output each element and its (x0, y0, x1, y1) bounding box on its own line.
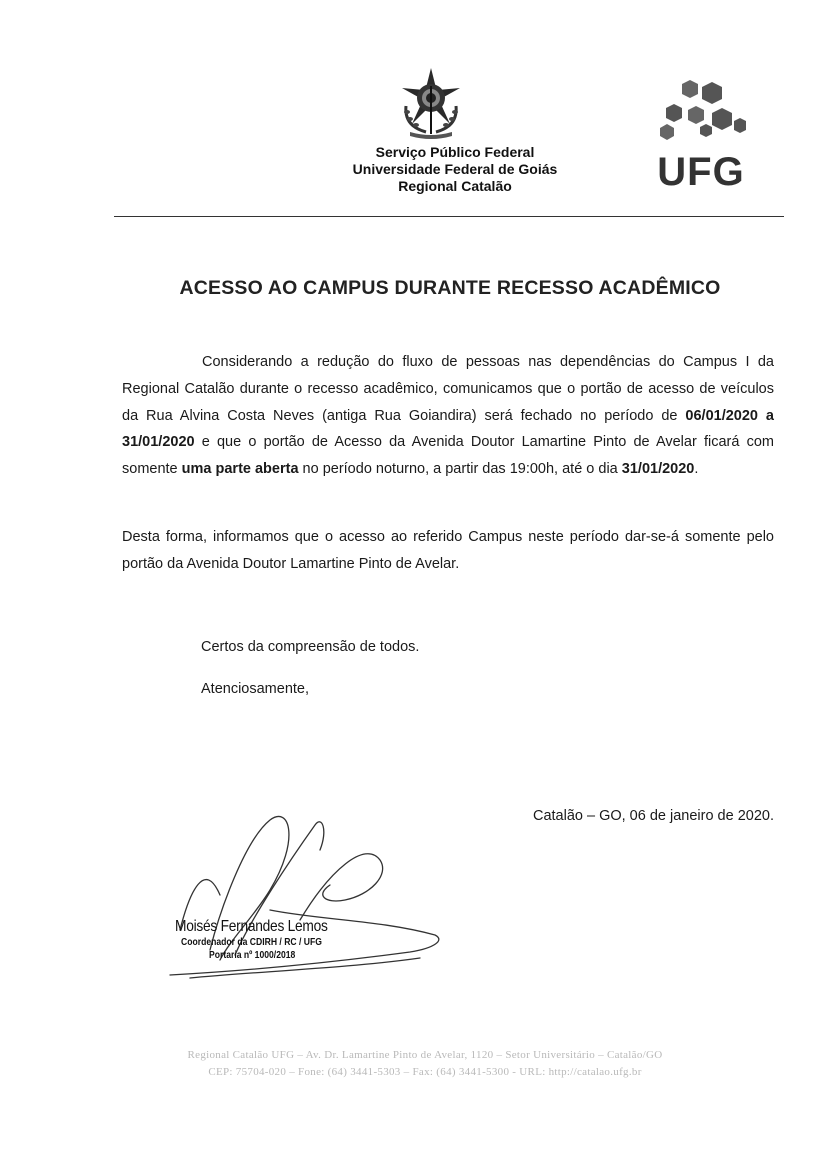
footer-contact: CEP: 75704-020 – Fone: (64) 3441-5303 – Fax: (64) 3441-5300 - URL: http://catalao.ufg.br (208, 1066, 642, 1078)
p1-bold-partial: uma parte aberta (181, 461, 299, 478)
header-line-university: Universidade Federal de Goiás (352, 161, 558, 177)
p1-bold-enddate: 31/01/2020 (621, 461, 695, 478)
p1-bold-period: 06/01/2020 a 31/01/2020 (122, 407, 774, 451)
header-line-regional: Regional Catalão (398, 178, 512, 194)
header-divider (114, 216, 784, 217)
signature-stamp (175, 918, 375, 962)
paragraph-1 (122, 349, 774, 483)
signatory-portaria: Portaria nº 1000/2018 (209, 950, 296, 961)
header-line-service: Serviço Público Federal (375, 144, 535, 160)
institution-header (300, 144, 610, 195)
p1-text-a: Considerando a redução do fluxo de pessoas nas dependências do Campus I da Regional Catalão durante o recesso acadêmico, comunicamos que o portão de acesso de veículos da Rua Alvina Costa Neves (antiga Rua Goiandira) será fechado no período de (122, 354, 774, 424)
p1-text-g: . (694, 461, 699, 478)
signatory-role: Coordenador da CDIRH / RC / UFG (181, 937, 322, 948)
footer-address: Regional Catalão UFG – Av. Dr. Lamartine Pinto de Avelar, 1120 – Setor Universitário – Catalão/GO (187, 1049, 663, 1061)
closing-line-2: Atenciosamente, (201, 681, 310, 697)
signatory-name: Moisés Fernandes Lemos (175, 918, 328, 935)
brazil-coat-of-arms-icon (398, 66, 464, 140)
ufg-logo-text: UFG (657, 150, 745, 194)
place-date: Catalão – GO, 06 de janeiro de 2020. (532, 808, 774, 824)
p1-text-e: no período noturno, a partir das 19:00h, até o dia (298, 461, 622, 478)
p1-text-c: e que o portão de Acesso da Avenida Doutor Lamartine Pinto de Avelar ficará com somente (122, 434, 774, 478)
ufg-hexagon-logo-icon (654, 78, 746, 140)
paragraph-2: Desta forma, informamos que o acesso ao referido Campus neste período dar-se-á somente pelo portão da Avenida Doutor Lamartine Pinto de Avelar. (122, 529, 774, 572)
closing-line-1: Certos da compreensão de todos. (201, 639, 420, 655)
document-title: ACESSO AO CAMPUS DURANTE RECESSO ACADÊMICO (179, 277, 721, 299)
